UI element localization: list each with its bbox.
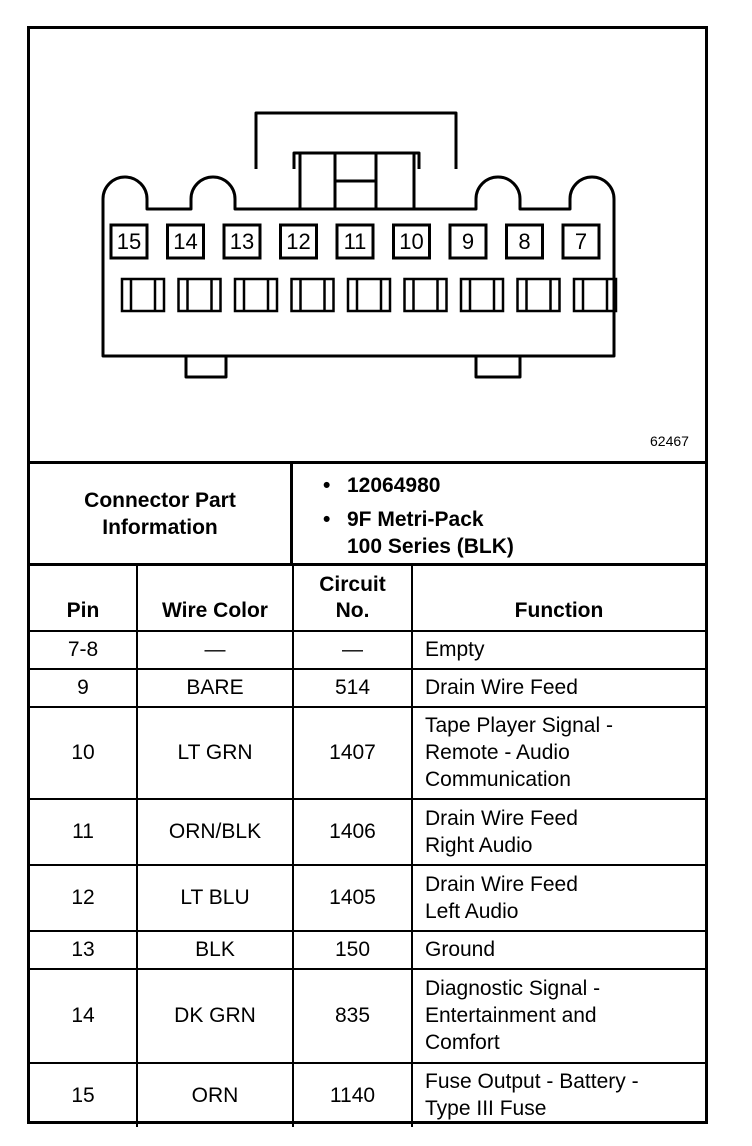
header-circuit-line2: No. [335, 598, 370, 622]
function-line: Diagnostic Signal - [425, 977, 601, 1000]
pin-label-15: 15 [116, 229, 142, 254]
table-row [30, 707, 705, 799]
function-line: Left Audio [425, 899, 519, 923]
circuit-cell: 1140 [293, 1063, 412, 1127]
terminal-slot-13 [235, 279, 277, 311]
function-cell [412, 669, 705, 707]
wire-color-cell: ORN/BLK [137, 799, 293, 865]
wire-color-cell: BARE [137, 669, 293, 707]
table-row [30, 865, 705, 931]
terminal-slot-11 [348, 279, 390, 311]
pin-label-8: 8 [518, 229, 531, 254]
function-line: Communication [425, 768, 571, 791]
pin-table [30, 563, 705, 1127]
function-line: Type III Fuse [425, 1097, 547, 1120]
function-line: Right Audio [425, 833, 533, 857]
connector-label-line1: Connector Part [84, 488, 236, 512]
pin-cell: 7-8 [30, 631, 137, 669]
pin-cell: 14 [30, 969, 137, 1063]
header-circuit [293, 565, 412, 631]
bullet-dot: • [323, 508, 331, 531]
circuit-cell: — [293, 631, 412, 669]
pin-cell: 12 [30, 865, 137, 931]
terminal-slot-9 [461, 279, 503, 311]
header-wire-color: Wire Color [137, 565, 293, 631]
circuit-cell: 835 [293, 969, 412, 1063]
connector-info-section [30, 461, 705, 563]
wire-color-cell: BLK [137, 931, 293, 969]
function-cell [412, 969, 705, 1063]
function-line: Drain Wire Feed [425, 676, 578, 699]
function-cell [412, 799, 705, 865]
header-circuit-line1: Circuit [319, 572, 386, 596]
function-line: Comfort [425, 1031, 500, 1054]
function-cell [412, 865, 705, 931]
function-line: Fuse Output - Battery - [425, 1070, 639, 1093]
function-cell [412, 931, 705, 969]
pin-cell: 10 [30, 707, 137, 799]
circuit-cell: 1405 [293, 865, 412, 931]
connector-info-values [293, 464, 705, 563]
wire-color-cell: LT GRN [137, 707, 293, 799]
connector-info-label [30, 464, 293, 563]
terminal-slot-12 [292, 279, 334, 311]
pin-label-10: 10 [399, 229, 424, 254]
function-cell [412, 1063, 705, 1127]
connector-label-line2: Information [102, 515, 218, 539]
circuit-cell: 1406 [293, 799, 412, 865]
figure-number: 62467 [650, 433, 689, 449]
connector-document [27, 26, 708, 1124]
table-row [30, 631, 705, 669]
function-line: Drain Wire Feed [425, 806, 578, 830]
connector-diagram [30, 29, 705, 461]
terminal-slot-15 [122, 279, 164, 311]
header-pin: Pin [30, 565, 137, 631]
pin-cell: 9 [30, 669, 137, 707]
pin-label-14: 14 [173, 229, 198, 254]
circuit-cell: 150 [293, 931, 412, 969]
terminal-slot-7 [574, 279, 616, 311]
table-row [30, 931, 705, 969]
table-row [30, 969, 705, 1063]
terminal-slot-8 [518, 279, 560, 311]
pin-label-11: 11 [343, 229, 367, 254]
table-header-row [30, 565, 705, 631]
function-cell [412, 631, 705, 669]
part-number: 12064980 [347, 474, 441, 497]
pin-cell: 15 [30, 1063, 137, 1127]
wire-color-cell: ORN [137, 1063, 293, 1127]
function-line: Drain Wire Feed [425, 872, 578, 896]
function-line: Entertainment and [425, 1004, 597, 1027]
pin-label-12: 12 [286, 229, 311, 254]
circuit-cell: 1407 [293, 707, 412, 799]
wire-color-cell: LT BLU [137, 865, 293, 931]
wire-color-cell: DK GRN [137, 969, 293, 1063]
table-row [30, 1063, 705, 1127]
table-row [30, 799, 705, 865]
pin-label-9: 9 [461, 229, 475, 254]
table-row [30, 669, 705, 707]
pin-cell: 13 [30, 931, 137, 969]
function-cell [412, 707, 705, 799]
function-line: Remote - Audio [425, 741, 570, 764]
terminal-slot-10 [405, 279, 447, 311]
function-line: Tape Player Signal - [425, 714, 613, 737]
circuit-cell: 514 [293, 669, 412, 707]
header-function: Function [412, 565, 705, 631]
terminal-slot-14 [179, 279, 221, 311]
connector-type-line1: 9F Metri-Pack [347, 508, 484, 531]
function-line: Ground [425, 938, 496, 961]
wire-color-cell: — [137, 631, 293, 669]
bullet-dot: • [323, 474, 331, 497]
pin-cell: 11 [30, 799, 137, 865]
function-line: Empty [425, 638, 485, 661]
pin-label-13: 13 [229, 229, 255, 254]
pin-label-7: 7 [574, 229, 588, 254]
connector-type-line2: 100 Series (BLK) [347, 535, 514, 558]
